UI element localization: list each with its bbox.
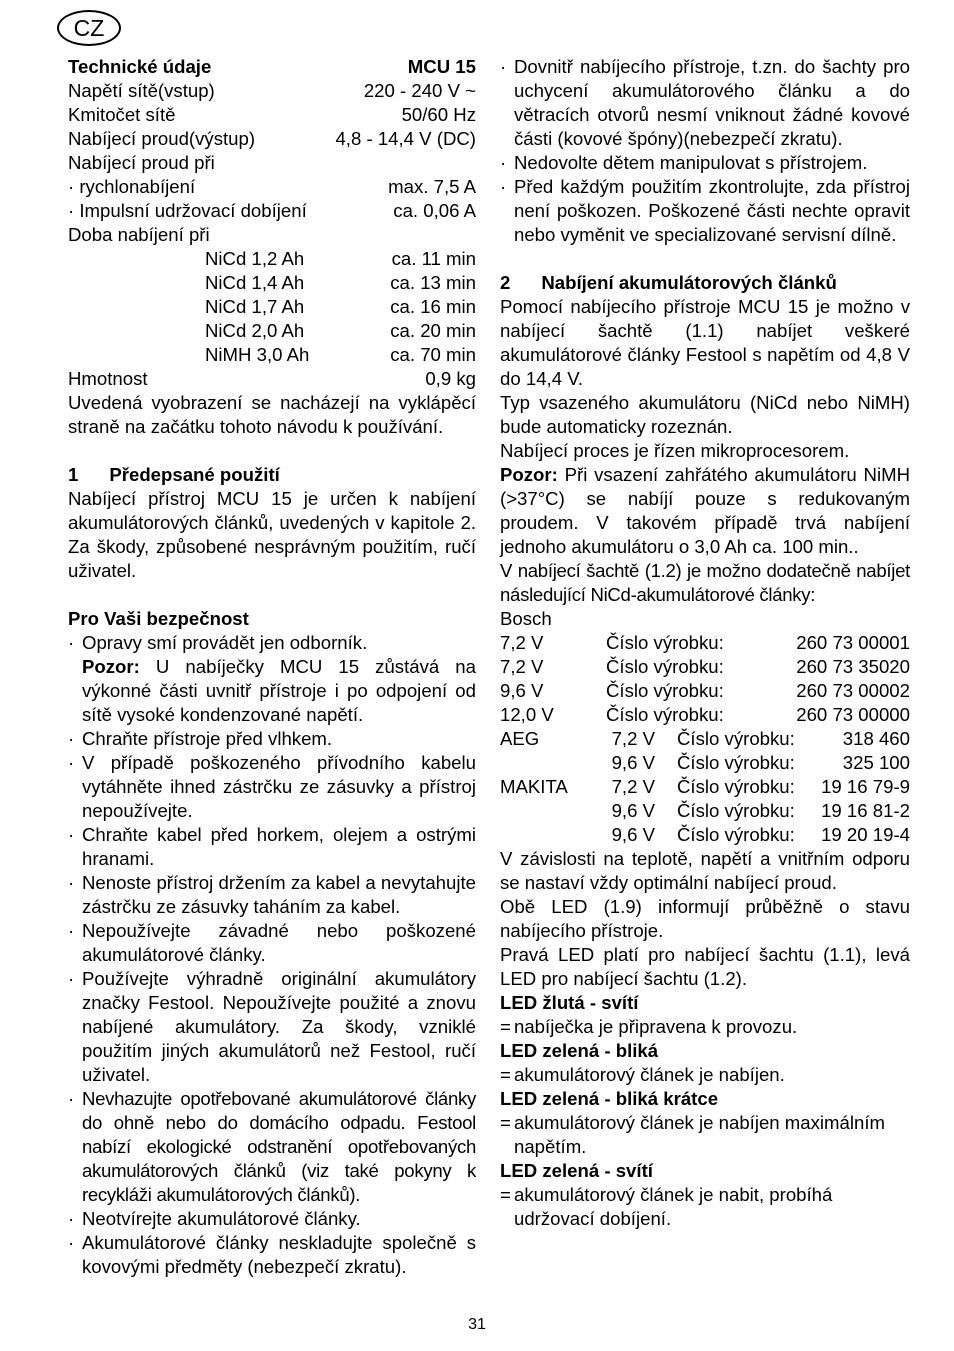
page-number: 31 bbox=[468, 1316, 486, 1333]
led-title: LED žlutá - svítí bbox=[500, 992, 639, 1013]
spec-value: max. 7,5 A bbox=[388, 176, 476, 197]
tech-header bbox=[68, 55, 476, 79]
weight-value: 0,9 kg bbox=[425, 368, 476, 389]
spec-value: ca. 0,06 A bbox=[393, 200, 476, 221]
language-badge: CZ bbox=[57, 10, 121, 46]
charge-time: ca. 16 min bbox=[390, 296, 476, 317]
product-voltage: 9,6 V bbox=[611, 824, 655, 845]
product-row bbox=[500, 823, 910, 847]
safety-title: Pro Vaši bezpečnost bbox=[68, 608, 249, 629]
led-description: = akumulátorový článek je nabíjen. bbox=[500, 1063, 910, 1087]
product-label: Číslo výrobku: bbox=[606, 632, 724, 653]
spec-key: · Impulsní udržovací dobíjení bbox=[68, 200, 307, 221]
product-number: 260 73 00001 bbox=[796, 632, 910, 653]
product-voltage: 7,2 V bbox=[500, 656, 544, 677]
section-2-paragraph: Pomocí nabíjecího přístroje MCU 15 je možno v nabíjecí šachtě (1.1) nabíjet veškeré akumulátorové články Festool s napětím od 4,8 V do 14,4 V. bbox=[500, 296, 910, 389]
product-voltage: 12,0 V bbox=[500, 704, 554, 725]
charge-time: ca. 11 min bbox=[391, 248, 476, 269]
product-voltage: 7,2 V bbox=[611, 776, 655, 797]
product-row bbox=[500, 655, 910, 679]
product-label: Číslo výrobku: bbox=[677, 800, 795, 821]
product-label: Číslo výrobku: bbox=[677, 824, 795, 845]
led-text: nabíječka je připravena k provozu. bbox=[514, 1016, 798, 1037]
led-title: LED zelená - svítí bbox=[500, 1160, 653, 1181]
spec-row bbox=[68, 199, 476, 223]
product-number: 260 73 35020 bbox=[796, 656, 910, 677]
list-item: · Neotvírejte akumulátorové články. bbox=[68, 1207, 476, 1231]
charge-time-row bbox=[68, 247, 476, 271]
list-item: · Akumulátorové články neskladujte společně s kovovými předměty (nebezpečí zkratu). bbox=[68, 1232, 476, 1277]
spec-row bbox=[68, 127, 476, 151]
product-row bbox=[500, 751, 910, 775]
led-text: akumulátorový článek je nabíjen maximálním napětím. bbox=[514, 1112, 886, 1157]
product-voltage: 9,6 V bbox=[611, 800, 655, 821]
product-number: 318 460 bbox=[842, 728, 910, 749]
charge-time-row bbox=[68, 271, 476, 295]
product-brand bbox=[500, 799, 590, 823]
product-label: Číslo výrobku: bbox=[606, 656, 724, 677]
product-brand: AEG bbox=[500, 728, 540, 749]
list-item: · Používejte výhradně originální akumulátory značky Festool. Nepoužívejte použité a znovu nabíjené akumulátory. Za škody, vzniklé použitím jiných akumulátorů než Festool, ručí uživatel. bbox=[68, 968, 476, 1085]
spec-row bbox=[68, 103, 476, 127]
product-label: Číslo výrobku: bbox=[677, 776, 795, 797]
section-2-paragraph: Nabíjecí proces je řízen mikroprocesorem. bbox=[500, 440, 850, 461]
list-item-text: Neotvírejte akumulátorové články. bbox=[82, 1208, 361, 1229]
section-2-warning bbox=[500, 463, 910, 559]
battery-type: NiCd 1,7 Ah bbox=[205, 296, 305, 317]
weight-row bbox=[68, 367, 476, 391]
product-brand bbox=[500, 823, 590, 847]
product-brand: MAKITA bbox=[500, 776, 568, 797]
product-row bbox=[500, 631, 910, 655]
spec-key: Doba nabíjení při bbox=[68, 224, 210, 245]
product-label: Číslo výrobku: bbox=[606, 680, 724, 701]
section-1-text: Nabíjecí přístroj MCU 15 je určen k nabíjení akumulátorových článků, uvedených v kapitole 2. Za škody, způsobené nesprávným použitím, ručí uživatel. bbox=[68, 488, 476, 581]
list-item-text: V případě poškozeného přívodního kabelu vytáhněte ihned zástrčku ze zásuvky a přístroj nepoužívejte. bbox=[82, 752, 476, 821]
product-number: 19 16 81-2 bbox=[821, 800, 910, 821]
led-description: = akumulátorový článek je nabit, probíhá udržovací dobíjení. bbox=[500, 1183, 910, 1231]
led-text: akumulátorový článek je nabit, probíhá udržovací dobíjení. bbox=[514, 1184, 833, 1229]
led-description: = akumulátorový článek je nabíjen maximálním napětím. bbox=[500, 1111, 910, 1159]
product-label: Číslo výrobku: bbox=[606, 704, 724, 725]
list-item-text: Nepoužívejte závadné nebo poškozené akumulátorové články. bbox=[82, 920, 476, 965]
list-item-text: Před každým použitím zkontrolujte, zda přístroj není poškozen. Poškozené části nechte opravit nebo vyměnit ve specializované servisní dílně. bbox=[514, 176, 910, 245]
list-item: · Dovnitř nabíjecího přístroje, t.zn. do šachty pro uchycení akumulátorového článku a do větracích otvorů nesmí vniknout žádné kovové části (kovové špóny)(nebezpečí zkratu). bbox=[500, 56, 910, 149]
product-voltage: 9,6 V bbox=[611, 752, 655, 773]
product-number: 19 16 79-9 bbox=[821, 776, 910, 797]
list-item: · Nevhazujte opotřebované akumulátorové články do ohně nebo do domácího odpadu. Festool nabízí ekologické odstranění opotřebovaných akumulátorových článků (viz také pokyny k recykláži akumulátorových článků). bbox=[68, 1088, 476, 1205]
list-item: · Nepoužívejte závadné nebo poškozené akumulátorové články. bbox=[68, 920, 476, 965]
list-item: · Před každým použitím zkontrolujte, zda přístroj není poškozen. Poškozené části nechte opravit nebo vyměnit ve specializované servisní dílně. bbox=[500, 176, 910, 245]
tech-title: Technické údaje bbox=[68, 56, 212, 77]
section-2-paragraph: Typ vsazeného akumulátoru (NiCd nebo NiMH) bude automaticky rozeznán. bbox=[500, 392, 910, 437]
list-item-text: Chraňte přístroje před vlhkem. bbox=[82, 728, 333, 749]
list-item-text: Používejte výhradně originální akumulátory značky Festool. Nepoužívejte použité a znovu nabíjené akumulátory. Za škody, vzniklé použitím jiných akumulátorů než Festool, ručí uživatel. bbox=[82, 968, 476, 1085]
spec-key: Napětí sítě(vstup) bbox=[68, 80, 215, 101]
images-note: Uvedená vyobrazení se nacházejí na vyklápěcí straně na začátku tohoto návodu k používání. bbox=[68, 392, 476, 437]
warning-block bbox=[68, 655, 476, 727]
product-number: 260 73 00002 bbox=[796, 680, 910, 701]
warning-label: Pozor: bbox=[500, 464, 558, 485]
charge-time: ca. 20 min bbox=[390, 320, 476, 341]
list-item-text: Chraňte kabel před horkem, olejem a ostrými hranami. bbox=[82, 824, 476, 869]
led-text: akumulátorový článek je nabíjen. bbox=[514, 1064, 785, 1085]
product-brand bbox=[500, 751, 590, 775]
battery-type: NiMH 3,0 Ah bbox=[205, 344, 310, 365]
list-item-text: Opravy smí provádět jen odborník. bbox=[82, 632, 368, 653]
led-title: LED zelená - bliká krátce bbox=[500, 1088, 719, 1109]
product-voltage: 9,6 V bbox=[500, 680, 544, 701]
spec-row bbox=[68, 79, 476, 103]
charge-time: ca. 13 min bbox=[390, 272, 476, 293]
spec-value: 4,8 - 14,4 V (DC) bbox=[335, 128, 476, 149]
warning-text: Při vsazení zahřátého akumulátoru NiMH (>37°C) se nabíjí pouze s redukovaným proudem. V takovém případě trvá nabíjení jednoho akumulátoru o 3,0 Ah ca. 100 min.. bbox=[500, 464, 911, 557]
warning-label: Pozor: bbox=[82, 656, 140, 677]
charge-time-row bbox=[68, 295, 476, 319]
product-voltage: 7,2 V bbox=[611, 728, 655, 749]
battery-type: NiCd 1,2 Ah bbox=[205, 248, 305, 269]
product-row bbox=[500, 727, 910, 751]
list-item-text: Akumulátorové články neskladujte společně s kovovými předměty (nebezpečí zkratu). bbox=[82, 1232, 476, 1277]
product-number: 19 20 19-4 bbox=[821, 824, 910, 845]
list-item: · Nenoste přístroj držením za kabel a nevytahujte zástrčku ze zásuvky taháním za kabel. bbox=[68, 872, 476, 917]
led-title: LED zelená - bliká bbox=[500, 1040, 659, 1061]
spec-value: 50/60 Hz bbox=[401, 104, 476, 125]
charge-time: ca. 70 min bbox=[390, 344, 476, 365]
section-2-paragraph: Pravá LED platí pro nabíjecí šachtu (1.1), levá LED pro nabíjecí šachtu (1.2). bbox=[500, 944, 910, 989]
product-row bbox=[500, 775, 910, 799]
list-item: · V případě poškozeného přívodního kabelu vytáhněte ihned zástrčku ze zásuvky a přístroj nepoužívejte. bbox=[68, 752, 476, 821]
spec-value: 220 - 240 V ~ bbox=[363, 80, 476, 101]
weight-label: Hmotnost bbox=[68, 368, 148, 389]
spec-row bbox=[68, 151, 476, 175]
spec-key: Kmitočet sítě bbox=[68, 104, 176, 125]
right-column bbox=[500, 55, 910, 1231]
list-item: · Chraňte přístroje před vlhkem. bbox=[68, 727, 476, 751]
left-column bbox=[68, 55, 476, 1279]
list-item-text: Nevhazujte opotřebované akumulátorové články do ohně nebo do domácího odpadu. Festool nabízí ekologické odstranění opotřebovaných akumulátorových článků (viz také pokyny k recykláži akumulátorových článků). bbox=[82, 1088, 476, 1205]
product-row bbox=[500, 703, 910, 727]
product-row bbox=[500, 679, 910, 703]
spec-key: · rychlonabíjení bbox=[68, 176, 196, 197]
spec-key: Nabíjecí proud při bbox=[68, 152, 215, 173]
spec-row bbox=[68, 223, 476, 247]
section-2-paragraph: V závislosti na teplotě, napětí a vnitřním odporu se nastaví vždy optimální nabíjecí proud. bbox=[500, 848, 910, 893]
bosch-label: Bosch bbox=[500, 608, 552, 629]
product-label: Číslo výrobku: bbox=[677, 728, 795, 749]
warning-text: U nabíječky MCU 15 zůstává na výkonné části uvnitř přístroje i po odpojení od sítě vysoké kondenzované napětí. bbox=[82, 656, 476, 725]
tech-model: MCU 15 bbox=[407, 56, 476, 77]
section-1-title: 1 Předepsané použití bbox=[68, 464, 280, 485]
list-item-text: Dovnitř nabíjecího přístroje, t.zn. do šachty pro uchycení akumulátorového článku a do větracích otvorů nesmí vniknout žádné kovové části (kovové špóny)(nebezpečí zkratu). bbox=[514, 56, 910, 149]
list-item: · Nedovolte dětem manipulovat s přístrojem. bbox=[500, 151, 910, 175]
product-row bbox=[500, 799, 910, 823]
battery-type: NiCd 1,4 Ah bbox=[205, 272, 305, 293]
list-item: · Opravy smí provádět jen odborník. bbox=[68, 631, 476, 655]
section-2-paragraph: Obě LED (1.9) informují průběžně o stavu nabíjecího přístroje. bbox=[500, 896, 910, 941]
led-description: = nabíječka je připravena k provozu. bbox=[500, 1015, 910, 1039]
product-label: Číslo výrobku: bbox=[677, 752, 795, 773]
section-2-title: 2 Nabíjení akumulátorových článků bbox=[500, 272, 837, 293]
spec-row bbox=[68, 175, 476, 199]
section-2-paragraph: V nabíjecí šachtě (1.2) je možno dodatečně nabíjet následující NiCd-akumulátorové články: bbox=[500, 560, 910, 605]
product-voltage: 7,2 V bbox=[500, 632, 544, 653]
list-item-text: Nedovolte dětem manipulovat s přístrojem. bbox=[514, 152, 868, 173]
charge-time-row bbox=[68, 319, 476, 343]
product-number: 325 100 bbox=[842, 752, 910, 773]
list-item: · Chraňte kabel před horkem, olejem a ostrými hranami. bbox=[68, 824, 476, 869]
product-number: 260 73 00000 bbox=[796, 704, 910, 725]
list-item-text: Nenoste přístroj držením za kabel a nevytahujte zástrčku ze zásuvky taháním za kabel. bbox=[82, 872, 476, 917]
battery-type: NiCd 2,0 Ah bbox=[205, 320, 305, 341]
charge-time-row bbox=[68, 343, 476, 367]
spec-key: Nabíjecí proud(výstup) bbox=[68, 128, 256, 149]
